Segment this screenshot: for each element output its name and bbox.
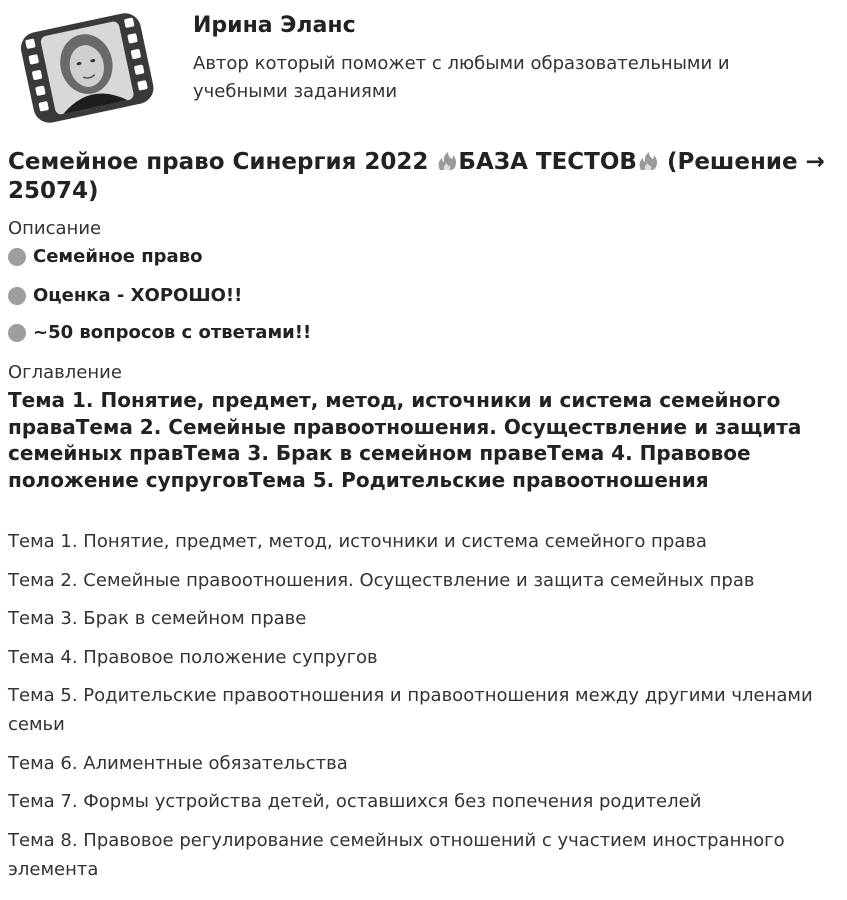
fire-icon	[637, 150, 659, 170]
topic-item: Тема 8. Правовое регулирование семейных отношений с участием иностранного элемента	[8, 829, 785, 880]
bullet-circle-icon	[8, 287, 26, 305]
topic-item: Тема 6. Алиментные обязательства	[8, 752, 348, 774]
toc-label: Оглавление	[8, 362, 122, 383]
fire-icon	[436, 150, 458, 170]
topic-list	[8, 527, 838, 893]
page-title	[8, 148, 828, 206]
author-description: Автор который поможет с любыми образовательными и учебными заданиями	[193, 53, 730, 102]
topic-item: Тема 5. Родительские правоотношения и правоотношения между другими членами семьи	[8, 685, 813, 735]
toc-summary: Тема 1. Понятие, предмет, метод, источники и система семейного праваТема 2. Семейные правоотношения. Осуществление и защита семейных правТема 3. Брак в семейном правеТема 4. Правовое положение супруговТема 5. Родительские правоотношения	[8, 388, 802, 492]
title-part-2: БАЗА ТЕСТОВ	[458, 149, 637, 175]
description-label: Описание	[8, 218, 102, 239]
feature-item	[8, 246, 202, 267]
author-block	[8, 0, 839, 140]
feature-text: Оценка - ХОРОШО!!	[33, 285, 243, 306]
bullet-circle-icon	[8, 248, 26, 266]
author-name[interactable]: Ирина Эланс	[193, 13, 356, 38]
title-part-1: Семейное право Синергия 2022	[8, 149, 437, 175]
topic-item: Тема 2. Семейные правоотношения. Осуществление и защита семейных прав	[8, 569, 755, 591]
avatar[interactable]	[16, 8, 158, 126]
topic-item: Тема 7. Формы устройства детей, оставшихся без попечения родителей	[8, 791, 702, 812]
feature-text: Семейное право	[33, 246, 203, 267]
feature-item	[8, 322, 311, 343]
topic-item: Тема 4. Правовое положение супругов	[8, 646, 378, 668]
author-photo-film-frame-icon	[16, 8, 158, 126]
title-part-3: (Решение → 25074)	[8, 149, 825, 204]
feature-text: ~50 вопросов с ответами!!	[33, 322, 312, 343]
bullet-circle-icon	[8, 324, 26, 342]
topic-item: Тема 1. Понятие, предмет, метод, источники и система семейного права	[8, 531, 707, 552]
feature-item	[8, 285, 242, 306]
topic-item: Тема 3. Брак в семейном праве	[8, 608, 307, 629]
